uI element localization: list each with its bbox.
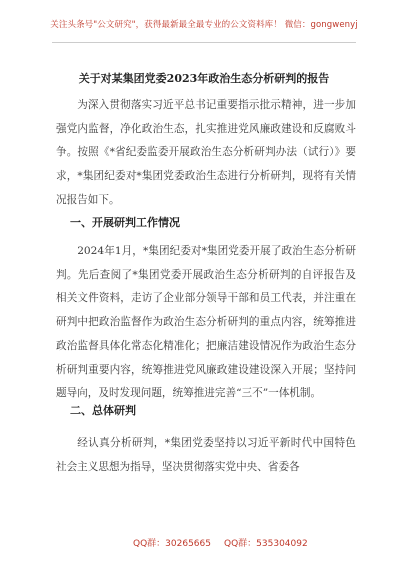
footer-qq-group-1: QQ群：30265665 (133, 539, 211, 549)
document-title: 关于对某集团党委2023年政治生态分析研判的报告 (78, 72, 330, 85)
footer-qq-group-2: QQ群：535304092 (224, 539, 308, 549)
section-heading-1: 一、开展研判工作情况 (70, 216, 180, 229)
section-2-paragraph: 经认真分析研判，*集团党委坚持以习近平新时代中国特色社会主义思想为指导，坚决贯彻落实党中央、省委各 (56, 437, 356, 473)
banner-divider (52, 42, 356, 43)
intro-paragraph: 为深入贯彻落实习近平总书记重要指示批示精神，进一步加强党内监督，净化政治生态，扎实推进党风廉政建设和反腐败斗争。按照《*省纪委监委开展政治生态分析研判办法（试行）》要求，*集团纪委对*集团党委政治生态进行分析研判，现将有关情况报告如下。 (56, 99, 356, 206)
section-heading-2: 二、总体研判 (70, 404, 136, 417)
header-banner: 关注头条号"公文研究"，获得最新最全最专业的公文资料库！ 微信：gongwenyj (50, 20, 358, 30)
section-1-paragraph: 2024年1月，*集团纪委对*集团党委开展了政治生态分析研判。先后查阅了*集团党委开展政治生态分析研判的自评报告及相关文件资料，走访了企业部分领导干部和员工代表，并注重在研判中把政治监督作为政治生态分析研判的重点内容，统筹推进政治监督具体化常态化精准化；把廉洁建设情况作为政治生态分析研判重要内容，统筹推进党风廉政建设建设深入开展；坚持问题导向，及时发现问题，统筹推进完善“三不”一体机制。 (56, 245, 356, 400)
